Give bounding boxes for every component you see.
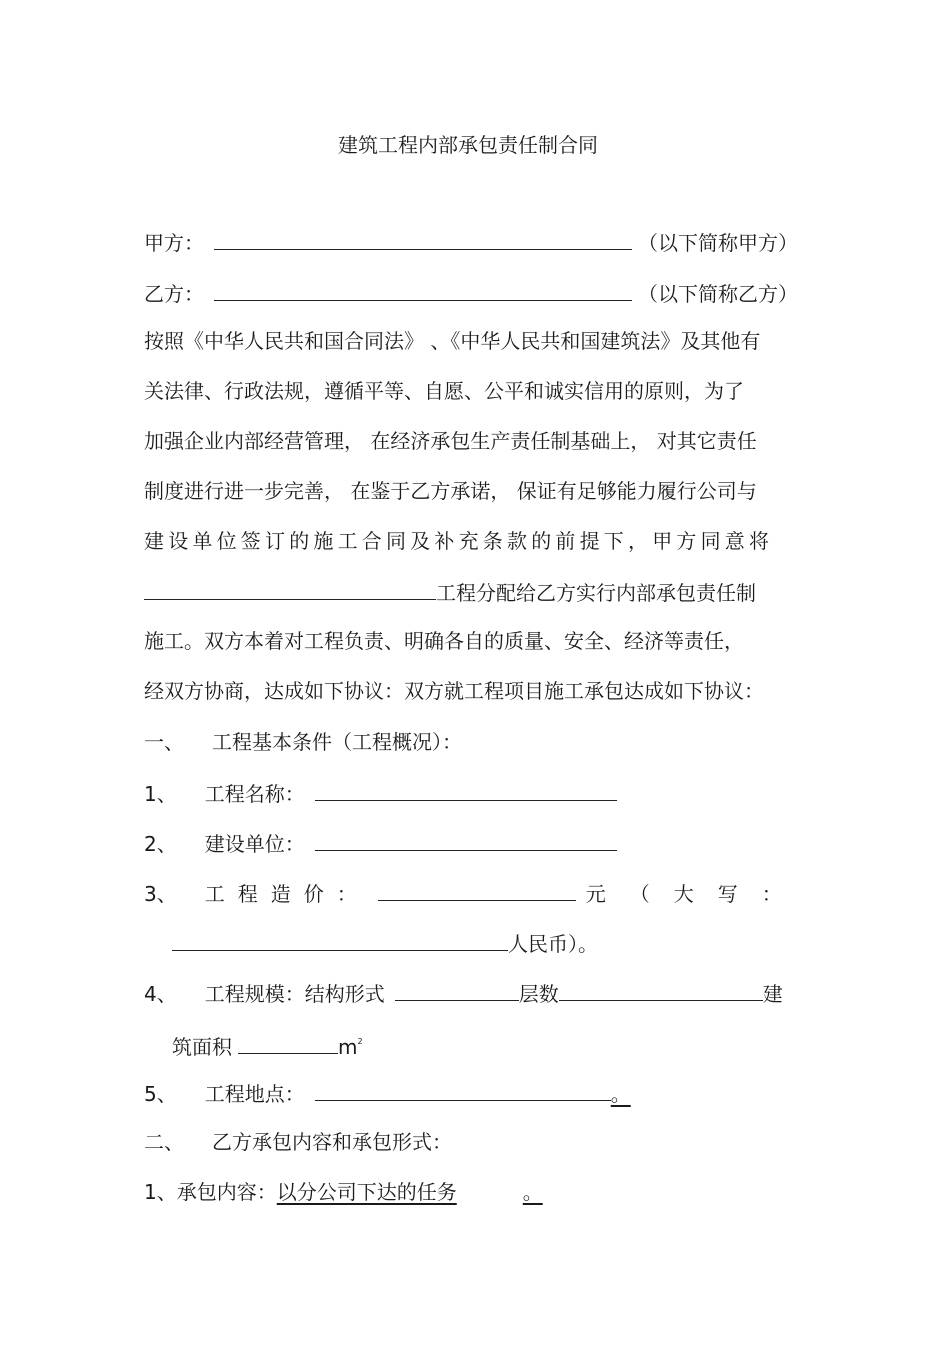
floors-label: 层数 — [518, 982, 559, 1006]
cost-field-blank — [378, 880, 576, 901]
preamble-line: 按照《中华人民共和国合同法》 、《中华人民共和国建筑法》及其他有 — [144, 329, 761, 353]
section-1-heading — [144, 730, 462, 754]
section-title: 乙方承包内容和承包形式： — [212, 1130, 452, 1154]
section-2-heading — [144, 1130, 452, 1154]
structure-blank — [395, 980, 519, 1001]
item-number: 4、 — [144, 982, 177, 1006]
preamble-line-blank — [144, 579, 756, 605]
item-scale — [144, 980, 783, 1006]
project-name-blank — [144, 579, 436, 600]
item-owner — [144, 830, 617, 856]
party-a-blank — [214, 229, 632, 250]
area-label: 筑面积 — [172, 1035, 232, 1059]
party-b-note: （以下简称乙方） — [638, 282, 798, 306]
item-label: 建设单位： — [204, 832, 305, 856]
cost-unit: 元（大写： — [585, 882, 806, 906]
item-number: 2、 — [144, 832, 177, 856]
item-label: 1、承包内容： — [144, 1180, 277, 1204]
party-a-note: （以下简称甲方） — [638, 231, 798, 255]
site-field-blank — [315, 1080, 611, 1101]
preamble-line: 加强企业内部经营管理， 在经济承包生产责任制基础上， 对其它责任 — [144, 429, 757, 453]
item-scale-continued — [172, 1030, 363, 1059]
item-number: 3、 — [144, 882, 177, 906]
party-a-label: 甲方： — [144, 231, 204, 255]
floors-blank — [559, 980, 763, 1001]
cost-tail: 人民币）。 — [508, 932, 598, 956]
item-number: 5、 — [144, 1082, 177, 1106]
section-number: 一、 — [144, 730, 184, 754]
party-b-line — [144, 280, 798, 306]
area-unit-exponent: 2 — [357, 1037, 363, 1046]
item-number: 1、 — [144, 782, 177, 806]
item-cost — [144, 880, 806, 906]
contract-content-value: 以分公司下达的任务 — [276, 1180, 457, 1204]
item-label: 工程地点： — [204, 1082, 305, 1106]
item-site — [144, 1080, 631, 1106]
item-cost-continued — [172, 930, 598, 956]
party-a-line — [144, 229, 798, 255]
item-label: 工程造价： — [204, 882, 370, 906]
document-title: 建筑工程内部承包责任制合同 — [338, 133, 598, 157]
section-title: 工程基本条件（工程概况）： — [212, 730, 462, 754]
owner-field-blank — [315, 830, 617, 851]
party-b-label: 乙方： — [144, 282, 204, 306]
area-blank — [238, 1033, 338, 1054]
preamble-line: 关法律、行政法规，遵循平等、自愿、公平和诚实信用的原则，为了 — [144, 379, 744, 403]
party-b-blank — [214, 280, 632, 301]
preamble-line: 施工。双方本着对工程负责、明确各自的质量、安全、经济等责任， — [144, 629, 744, 653]
cost-capital-blank — [172, 930, 508, 951]
contract-content-end: 。 — [522, 1180, 543, 1204]
project-name-field-blank — [315, 780, 617, 801]
item-label: 工程名称： — [204, 782, 305, 806]
preamble-line: 建设单位签订的施工合同及补充条款的前提下，甲方同意将 — [144, 529, 774, 553]
preamble-text: 工程分配给乙方实行内部承包责任制 — [436, 581, 756, 605]
area-unit: m — [338, 1035, 358, 1059]
item-project-name — [144, 780, 617, 806]
section-number: 二、 — [144, 1130, 184, 1154]
item-label: 工程规模：结构形式 — [204, 982, 385, 1006]
site-end: 。 — [610, 1082, 631, 1106]
preamble-line: 制度进行进一步完善， 在鉴于乙方承诺， 保证有足够能力履行公司与 — [144, 479, 757, 503]
item-contract-content — [144, 1180, 543, 1204]
area-prefix: 建 — [762, 982, 783, 1006]
preamble-line: 经双方协商，达成如下协议：双方就工程项目施工承包达成如下协议： — [144, 679, 764, 703]
